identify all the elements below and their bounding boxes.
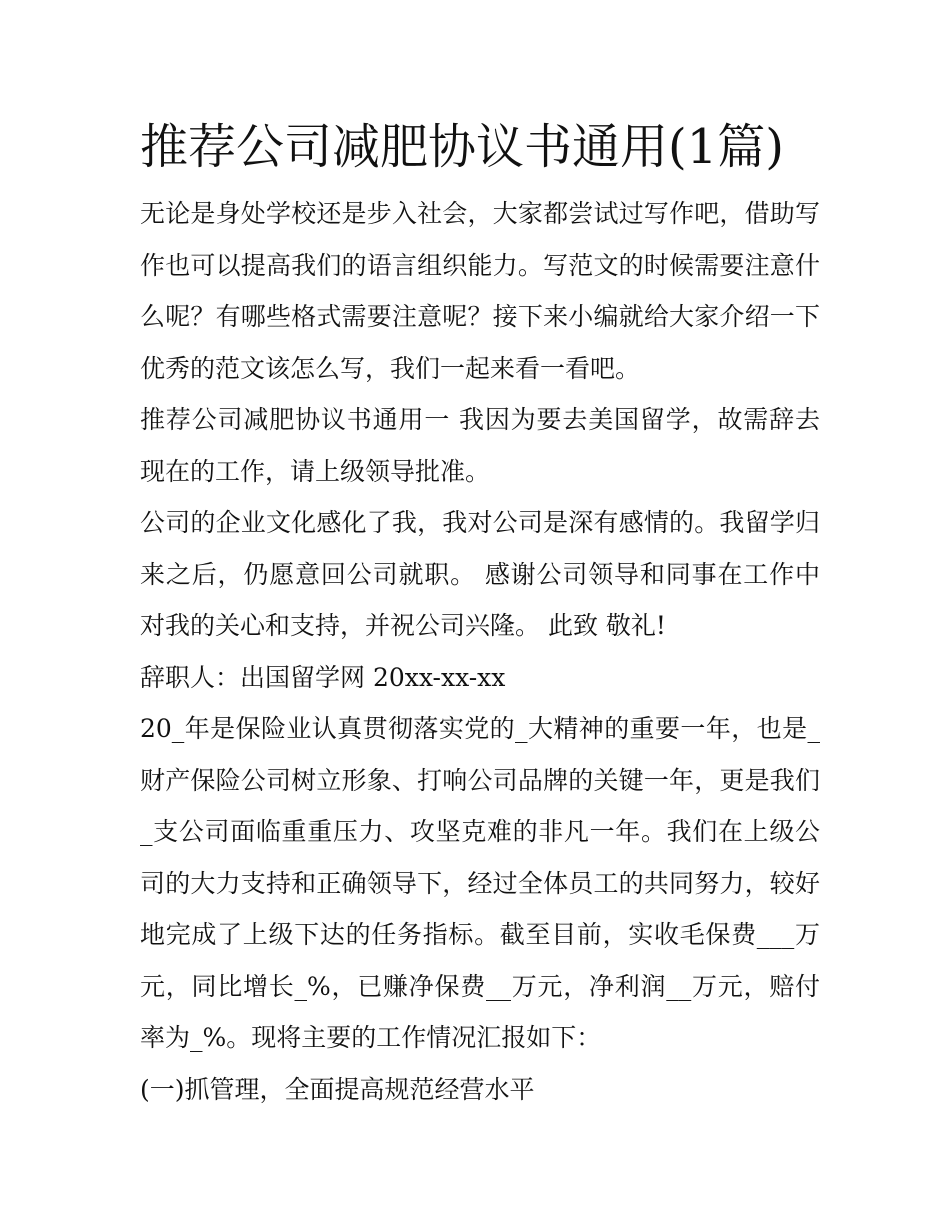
paragraph-section-heading: (一)抓管理，全面提高规范经营水平	[140, 1074, 535, 1104]
paragraph-gratitude: 公司的企业文化感化了我，我对公司是深有感情的。我留学归来之后，仍愿意回公司就职。 感谢公司领导和同事在工作中对我的关心和支持，并祝公司兴隆。 此致 敬礼!	[140, 508, 820, 640]
document-title: 推荐公司减肥协议书通用(1篇)	[140, 119, 784, 175]
paragraph-signature: 辞职人：出国留学网 20xx-xx-xx	[140, 662, 506, 692]
paragraph-intro: 无论是身处学校还是步入社会，大家都尝试过写作吧，借助写作也可以提高我们的语言组织能力。写范文的时候需要注意什么呢？有哪些格式需要注意呢？接下来小编就给大家介绍一下优秀的范文该怎么写，我们一起来看一看吧。	[140, 199, 820, 383]
paragraph-resignation-reason: 推荐公司减肥协议书通用一 我因为要去美国留学，故需辞去现在的工作，请上级领导批准。	[140, 405, 820, 486]
paragraph-annual-report: 20_年是保险业认真贯彻落实党的_大精神的重要一年，也是_财产保险公司树立形象、打响公司品牌的关键一年，更是我们_支公司面临重重压力、攻坚克难的非凡一年。我们在上级公司的大力支持和正确领导下，经过全体员工的共同努力，较好地完成了上级下达的任务指标。截至目前，实收毛保费___万元，同比增长_%，已赚净保费__万元，净利润__万元，赔付率为_%。现将主要的工作情况汇报如下：	[140, 714, 820, 1052]
document-page	[140, 112, 820, 1115]
